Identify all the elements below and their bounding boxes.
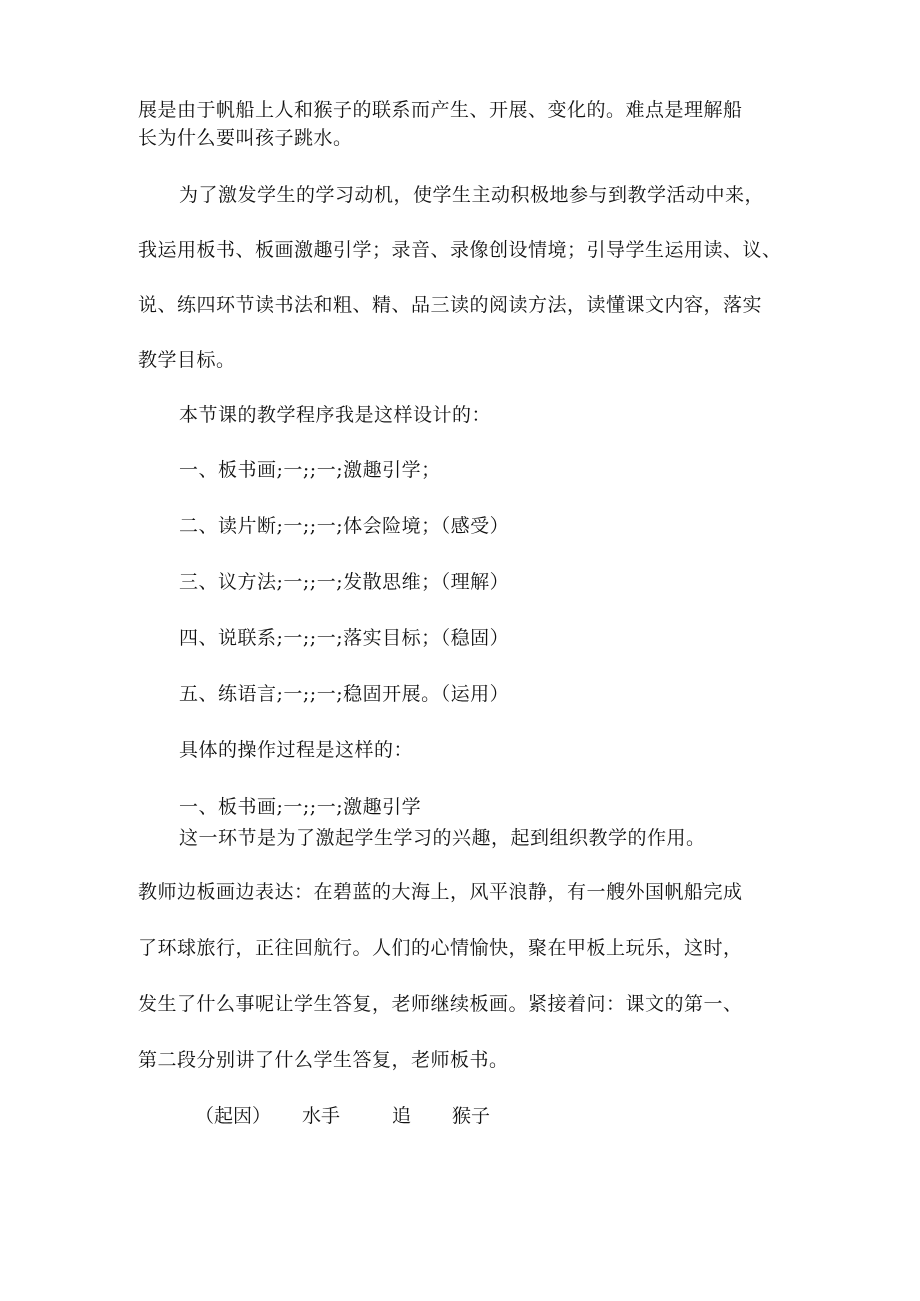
process-intro: 具体的操作过程是这样的： (179, 739, 414, 761)
section-paragraph-line-2: 教师边板画边表达：在碧蓝的大海上，风平浪静，有一艘外国帆船完成 (138, 881, 743, 903)
section-paragraph-line-3: 了环球旅行，正往回航行。人们的心情愉快，聚在甲板上玩乐，这时， (138, 937, 743, 959)
paragraph-line-3: 为了激发学生的学习动机，使学生主动积极地参与到教学活动中来， (179, 184, 765, 206)
paragraph-line-5: 说、练四环节读书法和粗、精、品三读的阅读方法，读懂课文内容，落实 (138, 294, 763, 316)
procedure-step-4: 四、说联系;一;;一;落实目标；（稳固） (179, 627, 510, 649)
diagram-cause-label: （起因） (195, 1105, 272, 1127)
paragraph-line-1: 展是由于帆船上人和猴子的联系而产生、开展、变化的。难点是理解船 (138, 99, 743, 121)
paragraph-line-6: 教学目标。 (138, 349, 236, 371)
section-heading-1: 一、板书画;一;;一;激趣引学 (179, 796, 422, 818)
diagram-object: 猴子 (452, 1105, 491, 1127)
section-paragraph-line-5: 第二段分别讲了什么学生答复，老师板书。 (138, 1049, 509, 1071)
procedure-step-5: 五、练语言;一;;一;稳固开展。（运用） (179, 683, 510, 705)
procedure-intro: 本节课的教学程序我是这样设计的： (179, 404, 492, 426)
procedure-step-1: 一、板书画;一;;一;激趣引学； (179, 459, 441, 481)
paragraph-line-2: 长为什么要叫孩子跳水。 (138, 127, 353, 149)
section-paragraph-line-4: 发生了什么事呢让学生答复，老师继续板画。紧接着问：课文的第一、 (138, 993, 743, 1015)
diagram-verb: 追 (392, 1105, 412, 1127)
procedure-step-2: 二、读片断;一;;一;体会险境；（感受） (179, 515, 510, 537)
diagram-subject: 水手 (302, 1105, 341, 1127)
procedure-step-3: 三、议方法;一;;一;发散思维；（理解） (179, 571, 510, 593)
paragraph-line-4: 我运用板书、板画激趣引学；录音、录像创设情境；引导学生运用读、议、 (138, 239, 782, 261)
section-paragraph-line-1: 这一环节是为了激起学生学习的兴趣，起到组织教学的作用。 (179, 827, 706, 849)
